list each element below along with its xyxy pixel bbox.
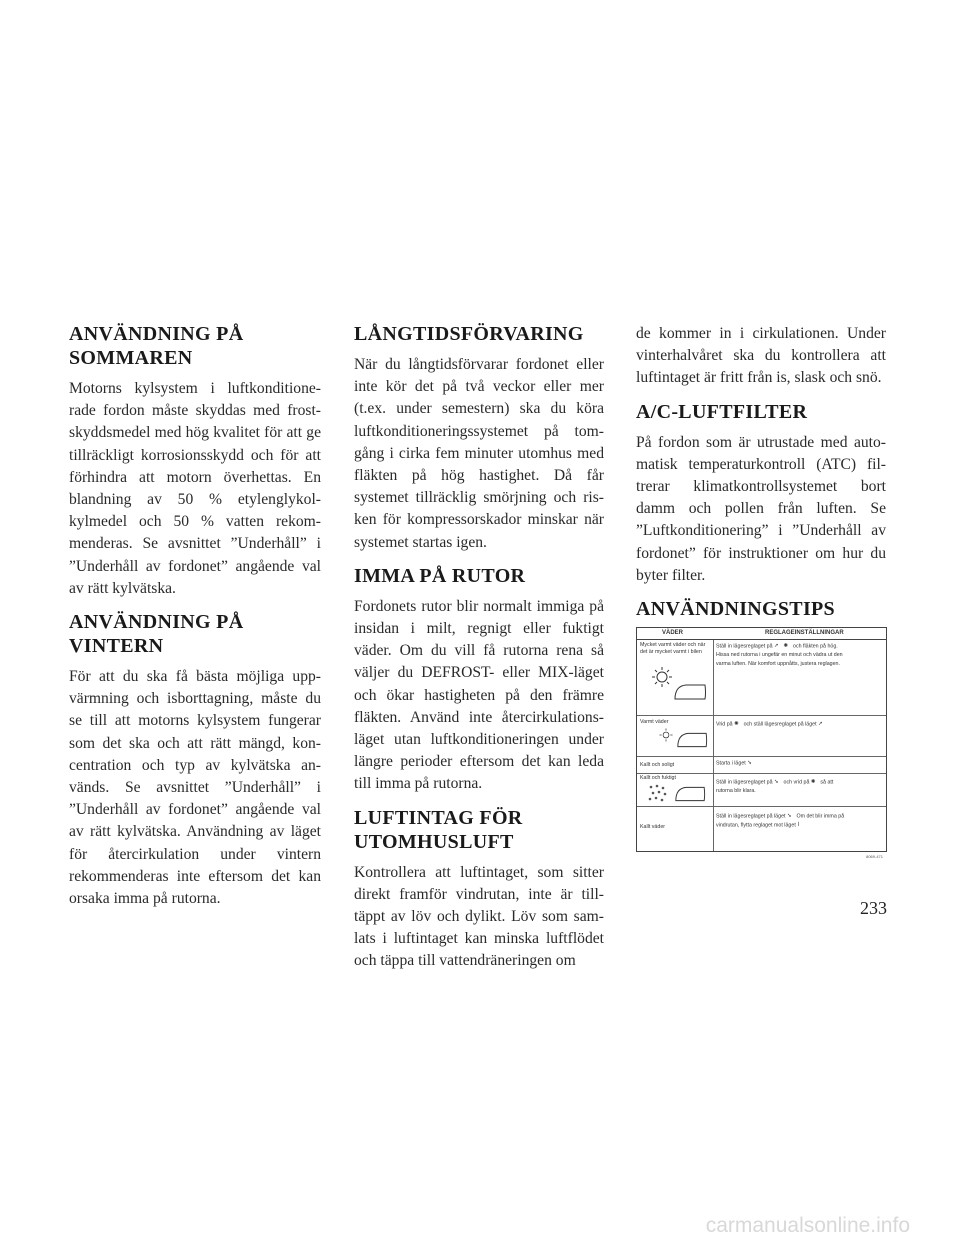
windshield-icon <box>675 731 709 749</box>
table-row <box>637 715 886 757</box>
paragraph-storage: När du långtidsförvarar fordonet eller inte kör det på två veckor eller mer (t.ex. under semestern) ska du köra luftkonditioneringssystemet på tom-gång i cirka fem minuter utomhus med fläkten på hög hastighet. Då får systemet tillräcklig smörjning och ris-ken för kompressorskador minskar när systemet startas igen. <box>354 356 604 551</box>
settings-text: och vrid på <box>783 779 810 786</box>
weather-cell: Mycket varmt väder och när det är mycket varmt i bilen <box>640 642 706 655</box>
heading-storage: LÅNGTIDSFÖRVARING <box>354 323 584 345</box>
table-row <box>637 639 886 715</box>
windshield-icon <box>672 683 708 701</box>
weather-cell: Kallt och soligt <box>640 762 675 768</box>
weather-cell: Varmt väder <box>640 719 669 725</box>
fan-icon: ✺ <box>810 779 816 785</box>
column-middle <box>354 322 604 983</box>
table-row <box>637 773 886 807</box>
settings-text: rutorna blir klara. <box>716 788 756 795</box>
settings-cell <box>716 720 883 729</box>
floor-mode-icon: ➘ <box>747 760 752 766</box>
vent-mode-icon: ➚ <box>818 721 823 727</box>
settings-cell <box>716 642 883 669</box>
windshield-icon <box>673 785 707 803</box>
heading-winter: ANVÄNDNING PÅ VINTERN <box>69 611 244 658</box>
settings-text: vindrutan, flytta reglaget mot läget <box>716 822 796 829</box>
heading-tips: ANVÄNDNINGSTIPS <box>636 598 835 621</box>
settings-cell <box>716 778 883 796</box>
heading-summer: ANVÄNDNING PÅ SOMMAREN <box>69 323 244 369</box>
column-right <box>636 323 886 629</box>
settings-text: så att <box>820 779 834 786</box>
heading-ac-filter: A/C-LUFTFILTER <box>636 400 808 423</box>
watermark: carmanualsonline.info <box>705 1214 910 1237</box>
paragraph-ac-filter: På fordon som är utrustade med auto-matisk temperaturkontroll (ATC) fil-trerar klimatkontrollsystemet bort damm och pollen från luften. Se ”Luftkonditionering” i ”Underhåll av fordonet” för instruktioner om hur du byter filter. <box>636 433 886 584</box>
fan-icon: ✺ <box>783 643 788 649</box>
rain-drops-icon <box>647 783 669 805</box>
floor-mode-icon: ➘ <box>786 813 792 819</box>
settings-text: och fläkten på hög. <box>793 643 838 650</box>
settings-text: och ställ lägesreglaget på läget <box>743 721 817 728</box>
paragraph-summer: Motorns kylsystem i luftkonditione-rade fordon måste skyddas med frost-skyddsmedel med hög kvalitet för att ge tillräckligt korrosionsskydd och för att förhindra att motorn överhettas. En blandning av 50 % etylenglykol-kylmedel och 50 % vatten rekom-menderas. Se avsnittet ”Underhåll” i ”Underhåll av fordonet” angående val av rätt kylvätska. <box>69 380 321 597</box>
table-row <box>637 806 886 851</box>
page-number: 233 <box>860 898 887 918</box>
figure-code: 8069-471 <box>866 854 883 859</box>
settings-text: Ställ in lägesreglaget på <box>716 643 773 650</box>
heading-fog: IMMA PÅ RUTOR <box>354 564 526 587</box>
settings-text: Vrid på <box>716 721 733 728</box>
paragraph-fog: Fordonets rutor blir normalt immiga på insidan i milt, regnigt eller fuktigt väder. Om du vill få rutorna rena så väljer du DEFROST- eller MIX-läget och ökar hastigheten på den främre fläkten. Använd inte återcirkulations-läget utan luftkonditioneringen under längre perioder eftersom det kan leda till imma på rutorna. <box>354 597 604 793</box>
paragraph-air-intake: Kontrollera att luftintaget, som sitter direkt framför vindrutan, inte är till-täppt av löv och dylikt. Löv som sam-lats i luftintaget kan minska luftflödet och täppa till vattendräneringen om <box>354 863 604 970</box>
weather-cell: Kallt och fuktigt <box>640 775 676 781</box>
settings-cell <box>716 812 883 831</box>
vent-mode-icon: ➚ <box>774 643 779 649</box>
paragraph-winter: För att du ska få bästa möjliga upp-värmning och isborttagning, måste du se till att motorns kylsystem fungerar som det ska och att rätt mängd, kon-centration och typ av kylvätska an-vänds. Se avsnittet ”Underhåll” i ”Underhåll av fordonet” angående val av rätt kylvätska. Användning av läget för återcirkulation under vintern rekommenderas inte eftersom det kan orsaka imma på rutorna. <box>69 668 321 908</box>
paragraph-intake-cont: de kommer in i cirkulationen. Under vinterhalvåret ska du kontrollera att luftintaget är fritt från is, slask och snö. <box>636 325 886 387</box>
floor-mode-icon: ➘ <box>774 779 779 785</box>
weather-cell: Kallt väder <box>640 824 666 830</box>
settings-text: Starta i läget <box>716 760 746 767</box>
table-row <box>637 756 886 774</box>
fan-icon: ✺ <box>734 721 739 727</box>
settings-text: Ställ in lägesreglaget på läget <box>716 813 786 820</box>
defrost-icon: ⌇ <box>797 822 800 829</box>
heading-air-intake: LUFTINTAG FÖR UTOMHUSLUFT <box>354 806 523 853</box>
settings-text: Hissa ned rutorna i ungefär en minut och vädra ut den <box>716 652 843 659</box>
settings-text: varma luften. När komfort uppnåtts, justera reglagen. <box>716 661 840 668</box>
column-left <box>69 322 321 920</box>
settings-cell <box>716 759 883 768</box>
sun-icon <box>651 666 673 688</box>
settings-text: Om det blir imma på <box>796 813 845 820</box>
header-weather: VÄDER <box>662 630 684 636</box>
sun-icon <box>658 727 674 743</box>
header-settings: REGLAGEINSTÄLLNINGAR <box>765 630 844 636</box>
settings-text: Ställ in lägesreglaget på <box>716 779 773 786</box>
usage-tips-table <box>636 627 887 859</box>
